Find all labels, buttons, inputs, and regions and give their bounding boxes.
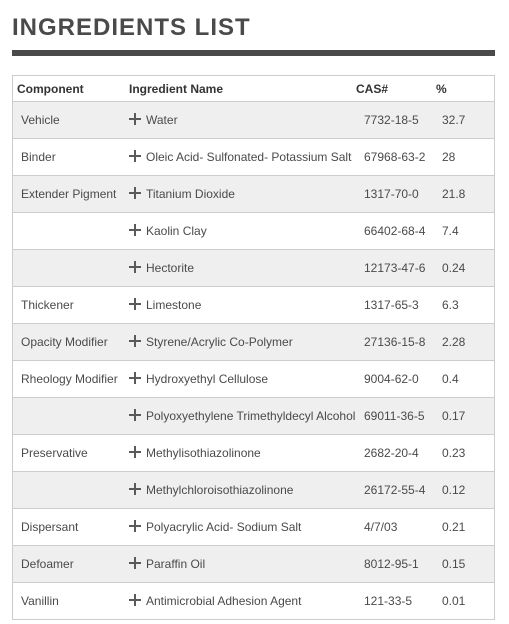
table-row: [13, 435, 494, 472]
table-row: [13, 546, 494, 583]
plus-icon[interactable]: [129, 298, 141, 310]
cell-percent: 32.7: [442, 113, 466, 127]
plus-icon[interactable]: [129, 520, 141, 532]
cell-ingredient-name[interactable]: [129, 261, 364, 275]
table-row: [13, 361, 494, 398]
ingredient-name-label[interactable]: Oleic Acid- Sulfonated- Potassium Salt: [146, 150, 352, 164]
table-row: [13, 250, 494, 287]
cell-percent: 0.24: [442, 261, 466, 275]
cell-cas: 27136-15-8: [364, 335, 426, 349]
table-header-row: [13, 76, 494, 102]
header-cas: CAS#: [356, 81, 389, 96]
plus-icon[interactable]: [129, 409, 141, 421]
cell-component: Vehicle: [21, 113, 60, 127]
cell-component: Binder: [21, 150, 56, 164]
table-row: [13, 176, 494, 213]
table-row: [13, 213, 494, 250]
cell-component: Preservative: [21, 446, 88, 460]
cell-ingredient-name[interactable]: [129, 520, 364, 534]
cell-ingredient-name[interactable]: [129, 483, 364, 497]
cell-ingredient-name[interactable]: [129, 594, 364, 608]
cell-ingredient-name[interactable]: [129, 557, 364, 571]
table-row: [13, 509, 494, 546]
cell-percent: 0.15: [442, 557, 466, 571]
cell-cas: 69011-36-5: [364, 409, 425, 423]
cell-ingredient-name[interactable]: [129, 409, 364, 423]
ingredient-name-label[interactable]: Water: [146, 113, 178, 127]
cell-cas: 1317-65-3: [364, 298, 419, 312]
plus-icon[interactable]: [129, 372, 141, 384]
cell-cas: 8012-95-1: [364, 557, 419, 571]
title-divider: [12, 50, 495, 56]
header-component: Component: [17, 81, 84, 96]
table-row: [13, 102, 494, 139]
plus-icon[interactable]: [129, 187, 141, 199]
cell-ingredient-name[interactable]: [129, 150, 364, 164]
cell-cas: 7732-18-5: [364, 113, 419, 127]
plus-icon[interactable]: [129, 150, 141, 162]
ingredient-name-label[interactable]: Methylisothiazolinone: [146, 446, 261, 460]
cell-percent: 7.4: [442, 224, 459, 238]
table-row: [13, 472, 494, 509]
ingredient-name-label[interactable]: Polyoxyethylene Trimethyldecyl Alcohol: [146, 409, 356, 423]
cell-percent: 0.17: [442, 409, 466, 423]
page-title: INGREDIENTS LIST: [12, 14, 251, 41]
cell-percent: 0.01: [442, 594, 466, 608]
ingredient-name-label[interactable]: Kaolin Clay: [146, 224, 207, 238]
ingredient-name-label[interactable]: Antimicrobial Adhesion Agent: [146, 594, 302, 608]
cell-cas: 2682-20-4: [364, 446, 419, 460]
cell-ingredient-name[interactable]: [129, 113, 364, 127]
cell-percent: 28: [442, 150, 456, 164]
cell-ingredient-name[interactable]: [129, 187, 364, 201]
plus-icon[interactable]: [129, 594, 141, 606]
table-row: [13, 398, 494, 435]
plus-icon[interactable]: [129, 557, 141, 569]
cell-component: Extender Pigment: [21, 187, 117, 201]
cell-ingredient-name[interactable]: [129, 298, 364, 312]
cell-percent: 0.23: [442, 446, 466, 460]
cell-percent: 0.4: [442, 372, 459, 386]
cell-ingredient-name[interactable]: [129, 224, 364, 238]
cell-percent: 21.8: [442, 187, 466, 201]
cell-percent: 6.3: [442, 298, 459, 312]
cell-cas: 9004-62-0: [364, 372, 419, 386]
table-row: [13, 583, 494, 620]
table-row: [13, 324, 494, 361]
plus-icon[interactable]: [129, 483, 141, 495]
cell-component: Defoamer: [21, 557, 74, 571]
ingredient-name-label[interactable]: Limestone: [146, 298, 202, 312]
cell-percent: 2.28: [442, 335, 466, 349]
cell-percent: 0.12: [442, 483, 466, 497]
ingredient-name-label[interactable]: Titanium Dioxide: [146, 187, 235, 201]
plus-icon[interactable]: [129, 446, 141, 458]
table-row: [13, 139, 494, 176]
table-row: [13, 287, 494, 324]
header-ingredient-name: Ingredient Name: [129, 81, 224, 96]
cell-cas: 4/7/03: [364, 520, 398, 534]
cell-component: Dispersant: [21, 520, 79, 534]
plus-icon[interactable]: [129, 224, 141, 236]
ingredient-name-label[interactable]: Paraffin Oil: [146, 557, 206, 571]
cell-cas: 12173-47-6: [364, 261, 426, 275]
cell-cas: 121-33-5: [364, 594, 413, 608]
ingredient-name-label[interactable]: Hectorite: [146, 261, 195, 275]
cell-cas: 66402-68-4: [364, 224, 426, 238]
cell-component: Opacity Modifier: [21, 335, 108, 349]
header-percent: %: [436, 81, 447, 96]
cell-ingredient-name[interactable]: [129, 335, 364, 349]
cell-ingredient-name[interactable]: [129, 372, 364, 386]
cell-percent: 0.21: [442, 520, 466, 534]
cell-cas: 67968-63-2: [364, 150, 426, 164]
cell-component: Rheology Modifier: [21, 372, 118, 386]
plus-icon[interactable]: [129, 113, 141, 125]
ingredient-name-label[interactable]: Methylchloroisothiazolinone: [146, 483, 294, 497]
plus-icon[interactable]: [129, 261, 141, 273]
cell-cas: 26172-55-4: [364, 483, 426, 497]
ingredients-table: [12, 75, 495, 620]
plus-icon[interactable]: [129, 335, 141, 347]
cell-component: Vanillin: [21, 594, 59, 608]
cell-component: Thickener: [21, 298, 74, 312]
table-body: [13, 102, 494, 620]
ingredient-name-label[interactable]: Polyacrylic Acid- Sodium Salt: [146, 520, 302, 534]
cell-cas: 1317-70-0: [364, 187, 419, 201]
ingredient-name-label[interactable]: Hydroxyethyl Cellulose: [146, 372, 269, 386]
cell-ingredient-name[interactable]: [129, 446, 364, 460]
ingredient-name-label[interactable]: Styrene/Acrylic Co-Polymer: [146, 335, 293, 349]
